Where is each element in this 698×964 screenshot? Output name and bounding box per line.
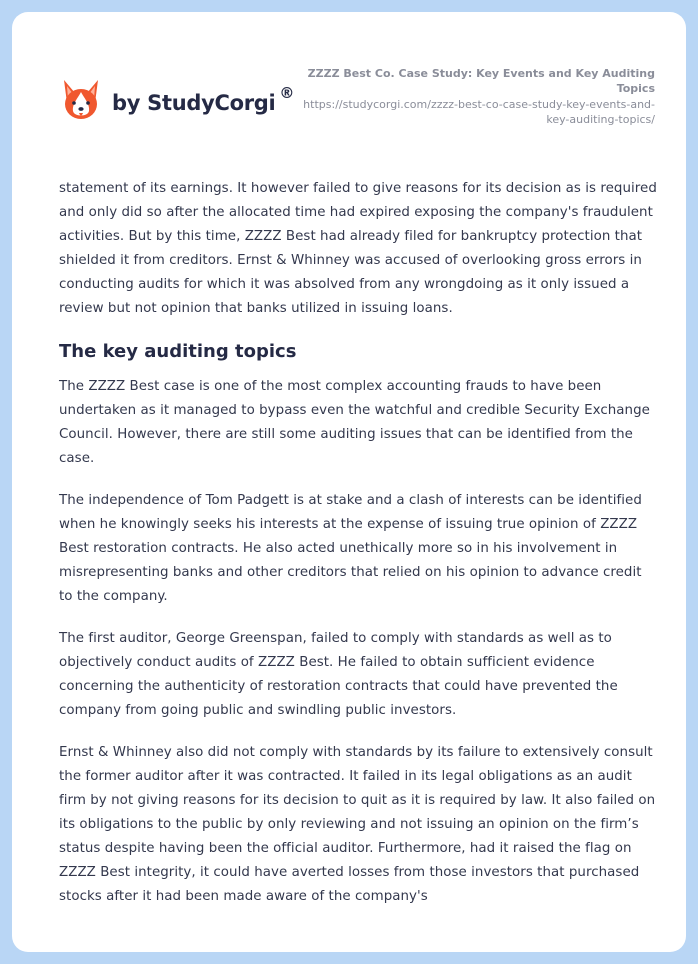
page-header — [12, 12, 686, 162]
corgi-icon — [60, 76, 102, 124]
section-heading: The key auditing topics — [59, 341, 297, 362]
brand-name-text: by StudyCorgi — [112, 91, 276, 115]
document-meta — [295, 66, 655, 127]
body-paragraph: The ZZZZ Best case is one of the most complex accounting frauds to have been undertaken as it managed to bypass even the watchful and credible Security Exchange Council. However, there are still some auditing issues that can be identified from the case. — [59, 379, 650, 466]
document-card — [12, 12, 686, 952]
document-title: ZZZZ Best Co. Case Study: Key Events and Key Auditing Topics — [307, 67, 655, 95]
body-paragraph: The first auditor, George Greenspan, failed to comply with standards as well as to objectively conduct audits of ZZZZ Best. He failed to obtain sufficient evidence concerning the authenticity of restoration contracts that could have prevented the company from going public and swindling public investors. — [59, 631, 618, 718]
body-paragraph: Ernst & Whinney also did not comply with standards by its failure to extensively consult the former auditor after it was contracted. It failed in its legal obligations as an audit firm by not giving reasons for its decision to quit as it is required by law. It also failed on its obligations to the public by only reviewing and not issuing an opinion on the firm’s status despite having been the official auditor. Furthermore, had it raised the flag on ZZZZ Best integrity, it could have averted losses from those investors that purchased stocks after it had been made aware of the company's — [59, 745, 656, 904]
document-url[interactable]: https://studycorgi.com/zzzz-best-co-case-study-key-events-and-key-auditing-topics/ — [303, 98, 655, 126]
brand-name — [112, 84, 295, 115]
intro-paragraph: statement of its earnings. It however failed to give reasons for its decision as is required and only did so after the allocated time had expired exposing the company's fraudulent activities. But by this time, ZZZZ Best had already filed for bankruptcy protection that shielded it from creditors. Ernst & Whinney was accused of overlooking gross errors in conducting audits for which it was absolved from any wrongdoing as it only issued a review but not opinion that banks utilized in issuing loans. — [59, 181, 657, 316]
registered-mark: ® — [279, 84, 295, 102]
studycorgi-logo[interactable] — [60, 76, 294, 124]
document-body — [59, 177, 659, 927]
body-paragraph: The independence of Tom Padgett is at stake and a clash of interests can be identified when he knowingly seeks his interests at the expense of issuing true opinion of ZZZZ Best restoration contracts. He also acted unethically more so in his involvement in misrepresenting banks and other creditors that relied on his opinion to advance credit to the company. — [59, 493, 642, 604]
